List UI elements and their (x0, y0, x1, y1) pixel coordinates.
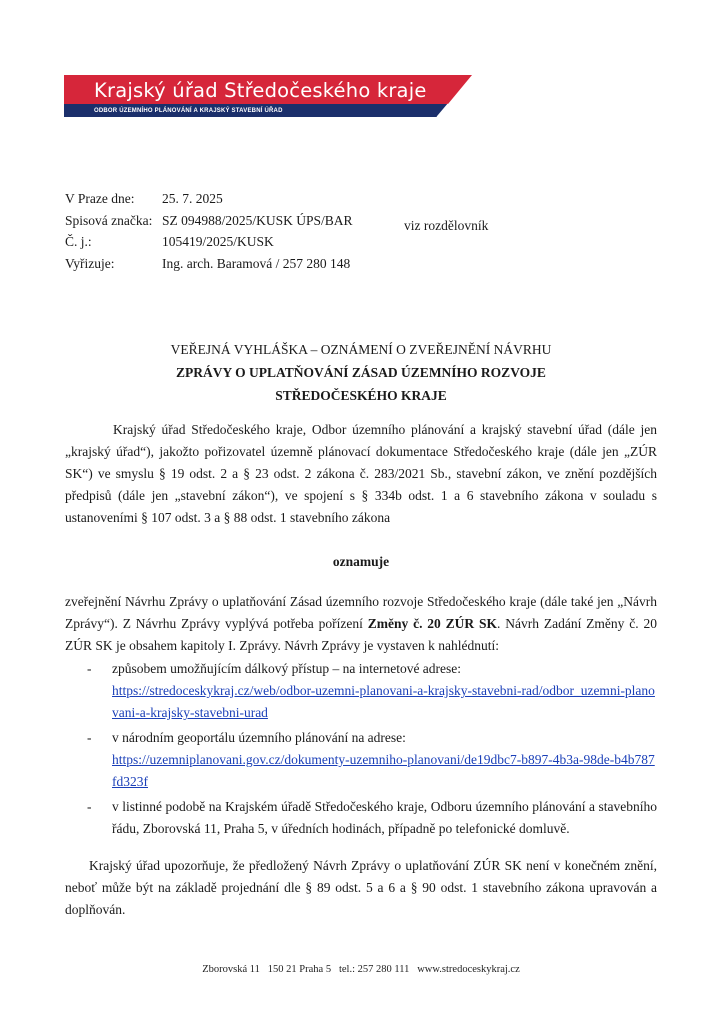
title-line-2: ZPRÁVY O UPLATŇOVÁNÍ ZÁSAD ÚZEMNÍHO ROZVOJE (176, 365, 546, 380)
list-item (87, 658, 657, 724)
list-item-text: v listinné podobě na Krajském úřadě Středočeského kraje, Odboru územního plánování a stavebního řádu, Zborovská 11, Praha 5, v úředních hodinách, případně po telefonické domluvě. (112, 799, 657, 836)
footer-web: www.stredoceskykraj.cz (417, 964, 520, 975)
meta-value: Ing. arch. Baramová / 257 280 148 (162, 255, 351, 271)
paragraph-text: . Návrh Zadání Změny č. 20 ZÚR SK je obsahem kapitoly I. Zprávy. Návrh Zprávy je vystaven k nahlédnutí: (65, 616, 657, 653)
notice-paragraph: Krajský úřad upozorňuje, že předložený Návrh Zprávy o uplatňování ZÚR SK není v konečném znění, neboť může být na základě projednání dle § 89 odst. 5 a 6 a § 90 odst. 1 stavebního zákona upravován a doplňován. (65, 858, 657, 917)
intro-paragraph: Krajský úřad Středočeského kraje, Odbor územního plánování a krajský stavební úřad (dále jen „krajský úřad“), jakožto pořizovatel územně plánovací dokumentace Středočeského kraje (dále jen „ZÚR SK“) ve smyslu § 19 odst. 2 a § 23 odst. 2 zákona č. 283/2021 Sb., stavební zákon, ve znění pozdějších předpisů (dále jen „stavební zákon“), ve spojení s § 334b odst. 1 a 6 stavebního zákona v souladu s ustanoveními § 107 odst. 3 a § 88 odst. 1 stavebního zákona (65, 422, 657, 525)
page-footer (0, 964, 722, 975)
meta-label: Č. j.: (65, 234, 92, 249)
geoportal-link[interactable]: https://uzemniplanovani.gov.cz/dokumenty-uzemniho-planovani/de19dbc7-b897-4b3a-98de-b4b787fd323f (112, 752, 655, 789)
list-item-text: způsobem umožňujícím dálkový přístup – na internetové adrese: (112, 661, 462, 676)
announce-word: oznamuje (332, 554, 390, 569)
title-line-3: STŘEDOČESKÉHO KRAJE (275, 388, 447, 403)
recipient: viz rozdělovník (404, 218, 489, 233)
access-list (87, 658, 657, 843)
list-item (87, 796, 657, 840)
meta-label: Vyřizuje: (65, 255, 115, 271)
document-meta (65, 188, 353, 274)
region-website-link[interactable]: https://stredoceskykraj.cz/web/odbor-uzemni-planovani-a-krajsky-stavebni-rad/odbor_uzemni-planovani-a-krajsky-stavebni-urad (112, 683, 655, 720)
meta-row-handled-by (65, 253, 353, 275)
office-banner (64, 75, 472, 119)
meta-value: SZ 094988/2025/KUSK ÚPS/BAR (162, 212, 353, 228)
footer-phone: tel.: 257 280 111 (338, 964, 410, 975)
announcement-paragraph (65, 591, 657, 657)
document-title (65, 338, 657, 407)
title-line-1: VEŘEJNÁ VYHLÁŠKA – OZNÁMENÍ O ZVEŘEJNĚNÍ NÁVRHU (170, 342, 552, 357)
meta-row-reference-number (65, 231, 353, 253)
meta-row-file-ref (65, 210, 353, 232)
meta-label: Spisová značka: (65, 212, 153, 228)
paragraph-text: zveřejnění Návrhu Zprávy o uplatňování Zásad územního rozvoje Středočeského kraje (dále také jen „Návrh Zprávy“). Z Návrhu Zprávy vyplývá potřeba pořízení (65, 594, 657, 631)
meta-value: 25. 7. 2025 (162, 191, 223, 206)
meta-row-date (65, 188, 353, 210)
footer-address: Zborovská 11 (202, 964, 260, 975)
meta-label: V Praze dne: (65, 191, 135, 206)
list-item (87, 727, 657, 793)
office-name: Krajský úřad Středočeského kraje (94, 79, 427, 102)
department-name: ODBOR ÚZEMNÍHO PLÁNOVÁNÍ A KRAJSKÝ STAVEBNÍ ÚŘAD (94, 108, 283, 114)
meta-value: 105419/2025/KUSK (162, 234, 274, 249)
list-item-text: v národním geoportálu územního plánování na adrese: (112, 730, 406, 745)
amendment-name: Změny č. 20 ZÚR SK (367, 616, 498, 631)
footer-postal: 150 21 Praha 5 (267, 964, 332, 975)
